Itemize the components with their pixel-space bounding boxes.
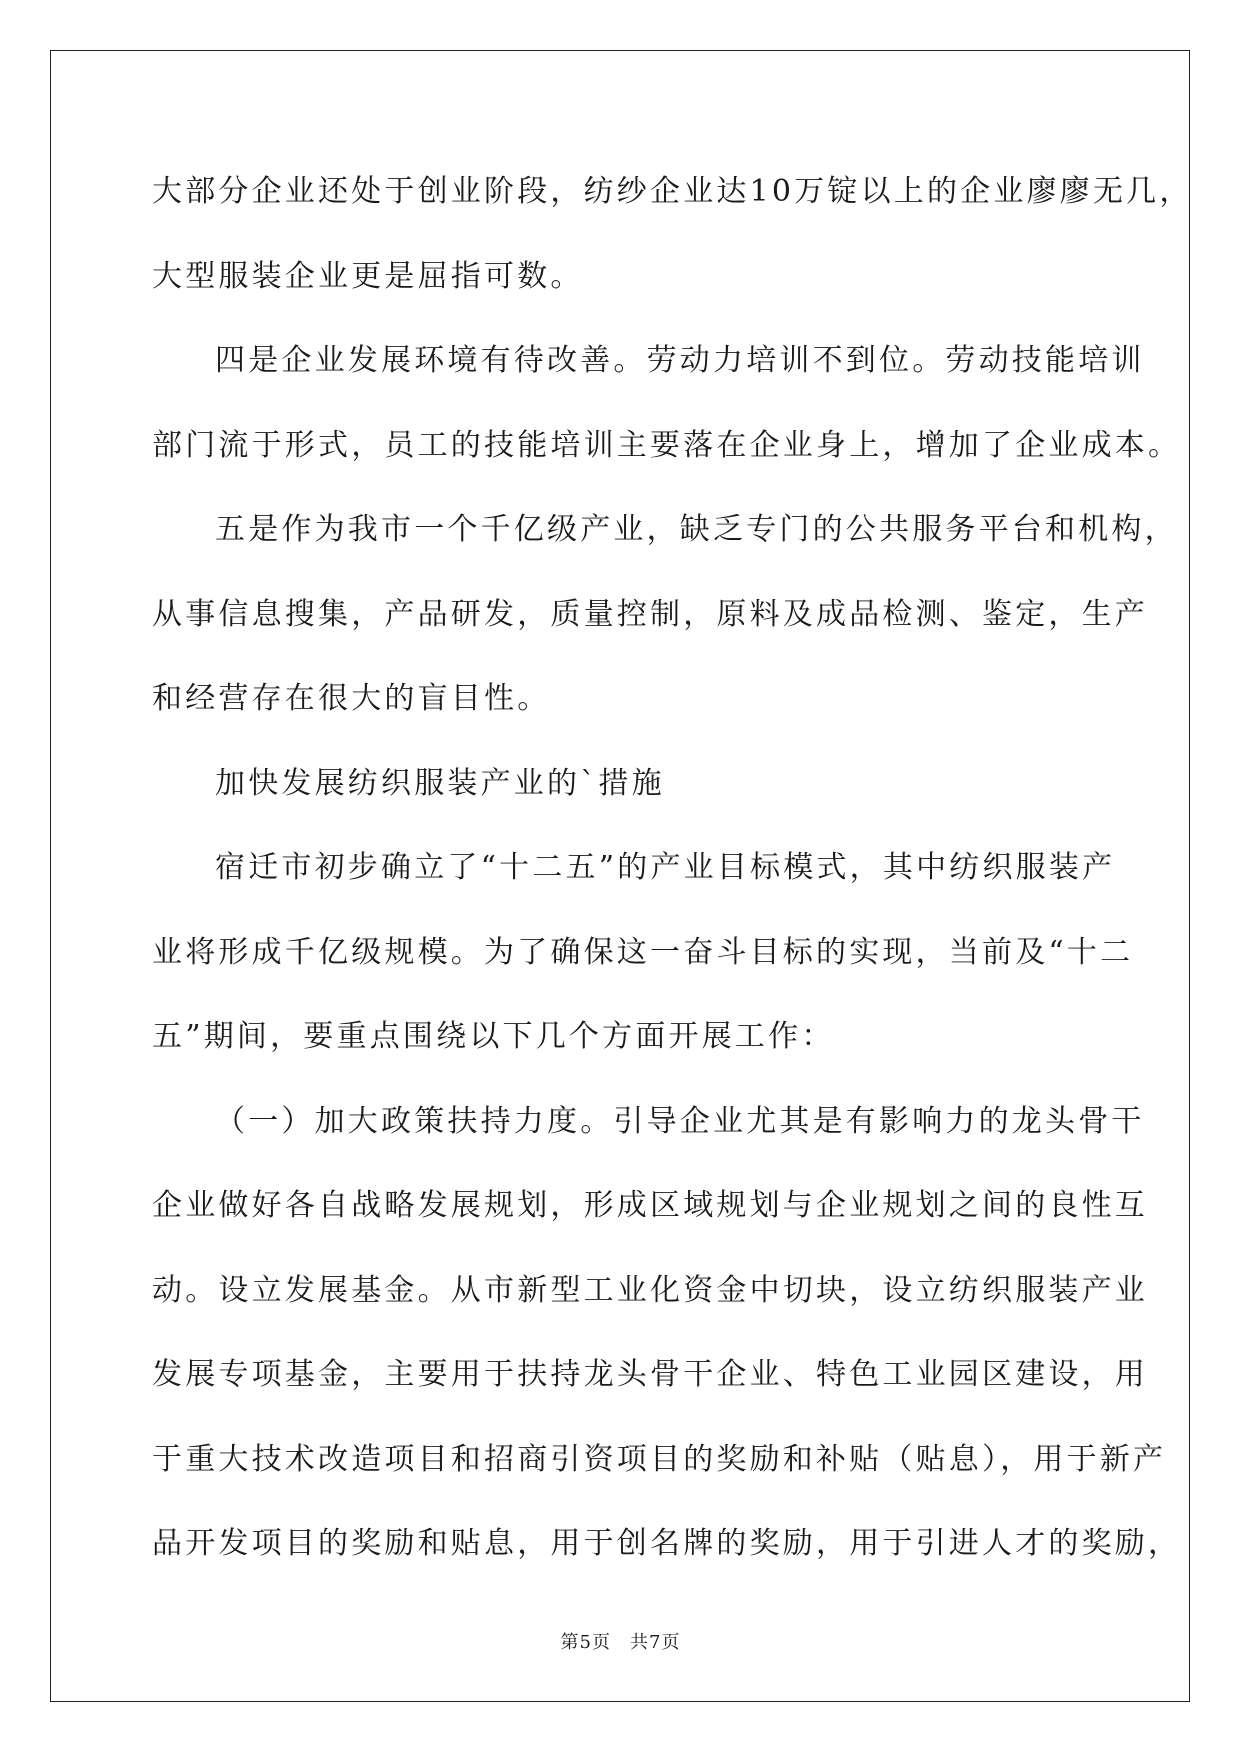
text-line-4: 部门流于形式，员工的技能培训主要落在企业身上，增加了企业成本。 bbox=[152, 427, 1182, 463]
document-body bbox=[152, 160, 1193, 1597]
text-line-13: 企业做好各自战略发展规划，形成区域规划与企业规划之间的良性互 bbox=[152, 1188, 1148, 1223]
text-line-15: 发展专项基金，主要用于扶持龙头骨干企业、特色工业园区建设，用 bbox=[152, 1357, 1148, 1392]
text-line-17: 品开发项目的奖励和贴息，用于创名牌的奖励，用于引进人才的奖励， bbox=[152, 1526, 1182, 1561]
text-line-11: 五”期间，要重点围绕以下几个方面开展工作： bbox=[152, 1019, 835, 1054]
text-line-1: 大部分企业还处于创业阶段，纺纱企业达10万锭以上的企业廖廖无几， bbox=[152, 174, 1193, 209]
text-line-5: 五是作为我市一个千亿级产业，缺乏专门的公共服务平台和机构， bbox=[215, 512, 1178, 547]
section-heading: 加快发展纺织服装产业的`措施 bbox=[215, 765, 665, 801]
text-line-16: 于重大技术改造项目和招商引资项目的奖励和补贴（贴息），用于新产 bbox=[152, 1441, 1167, 1477]
text-line-6: 从事信息搜集，产品研发，质量控制，原料及成品检测、鉴定，生产 bbox=[152, 596, 1148, 632]
text-line-2: 大型服装企业更是屈指可数。 bbox=[152, 258, 584, 294]
text-line-14: 动。设立发展基金。从市新型工业化资金中切块，设立纺织服装产业 bbox=[152, 1272, 1148, 1308]
text-line-10: 业将形成千亿级规模。为了确保这一奋斗目标的实现，当前及“十二 bbox=[152, 934, 1134, 970]
text-line-12: （一）加大政策扶持力度。引导企业尤其是有影响力的龙头骨干 bbox=[215, 1103, 1145, 1139]
page-number-footer: 第5页 共7页 bbox=[560, 1632, 681, 1653]
text-line-7: 和经营存在很大的盲目性。 bbox=[152, 681, 551, 716]
text-line-9: 宿迁市初步确立了“十二五”的产业目标模式，其中纺织服装产 bbox=[215, 850, 1116, 885]
text-line-3: 四是企业发展环境有待改善。劳动力培训不到位。劳动技能培训 bbox=[215, 343, 1145, 378]
